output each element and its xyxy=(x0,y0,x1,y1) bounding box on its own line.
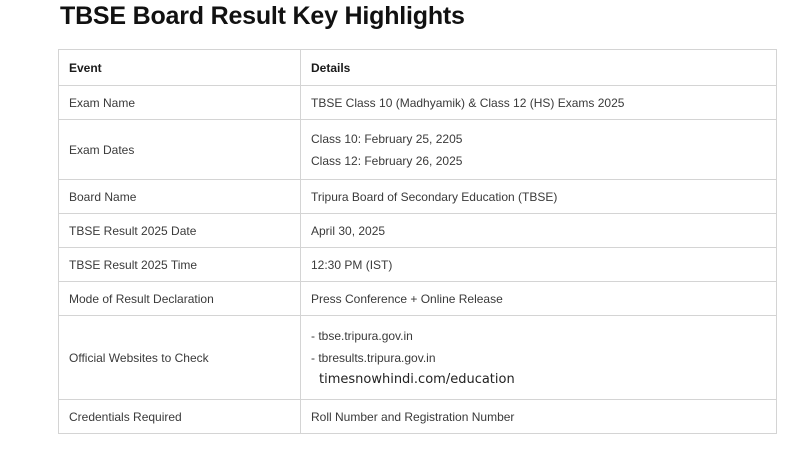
event-cell: TBSE Result 2025 Date xyxy=(59,214,301,248)
table-row xyxy=(59,316,777,400)
highlights-table xyxy=(58,49,777,434)
page-title: TBSE Board Result Key Highlights xyxy=(60,2,465,30)
table-row xyxy=(59,400,777,434)
website-link[interactable]: timesnowhindi.com/education xyxy=(319,371,515,387)
event-cell: Official Websites to Check xyxy=(59,316,301,400)
details-cell: Roll Number and Registration Number xyxy=(301,400,777,434)
event-cell: Exam Dates xyxy=(59,120,301,180)
event-cell: Mode of Result Declaration xyxy=(59,282,301,316)
event-cell: Exam Name xyxy=(59,86,301,120)
details-cell: 12:30 PM (IST) xyxy=(301,248,777,282)
details-cell xyxy=(301,120,777,180)
details-cell: Press Conference + Online Release xyxy=(301,282,777,316)
table-row xyxy=(59,180,777,214)
details-cell xyxy=(301,316,777,400)
details-cell: TBSE Class 10 (Madhyamik) & Class 12 (HS) Exams 2025 xyxy=(301,86,777,120)
table-row xyxy=(59,86,777,120)
table-row xyxy=(59,120,777,180)
column-header-event: Event xyxy=(59,50,301,86)
column-header-details: Details xyxy=(301,50,777,86)
detail-line: Class 12: February 26, 2025 xyxy=(311,153,463,168)
table-row xyxy=(59,214,777,248)
event-cell: Board Name xyxy=(59,180,301,214)
details-cell: Tripura Board of Secondary Education (TBSE) xyxy=(301,180,777,214)
detail-line: Class 10: February 25, 2205 xyxy=(311,131,463,146)
table-row xyxy=(59,248,777,282)
table-row xyxy=(59,282,777,316)
details-cell: April 30, 2025 xyxy=(301,214,777,248)
event-cell: TBSE Result 2025 Time xyxy=(59,248,301,282)
website-link[interactable]: - tbse.tripura.gov.in xyxy=(311,328,413,343)
website-link[interactable]: - tbresults.tripura.gov.in xyxy=(311,350,436,365)
table-header-row xyxy=(59,50,777,86)
event-cell: Credentials Required xyxy=(59,400,301,434)
